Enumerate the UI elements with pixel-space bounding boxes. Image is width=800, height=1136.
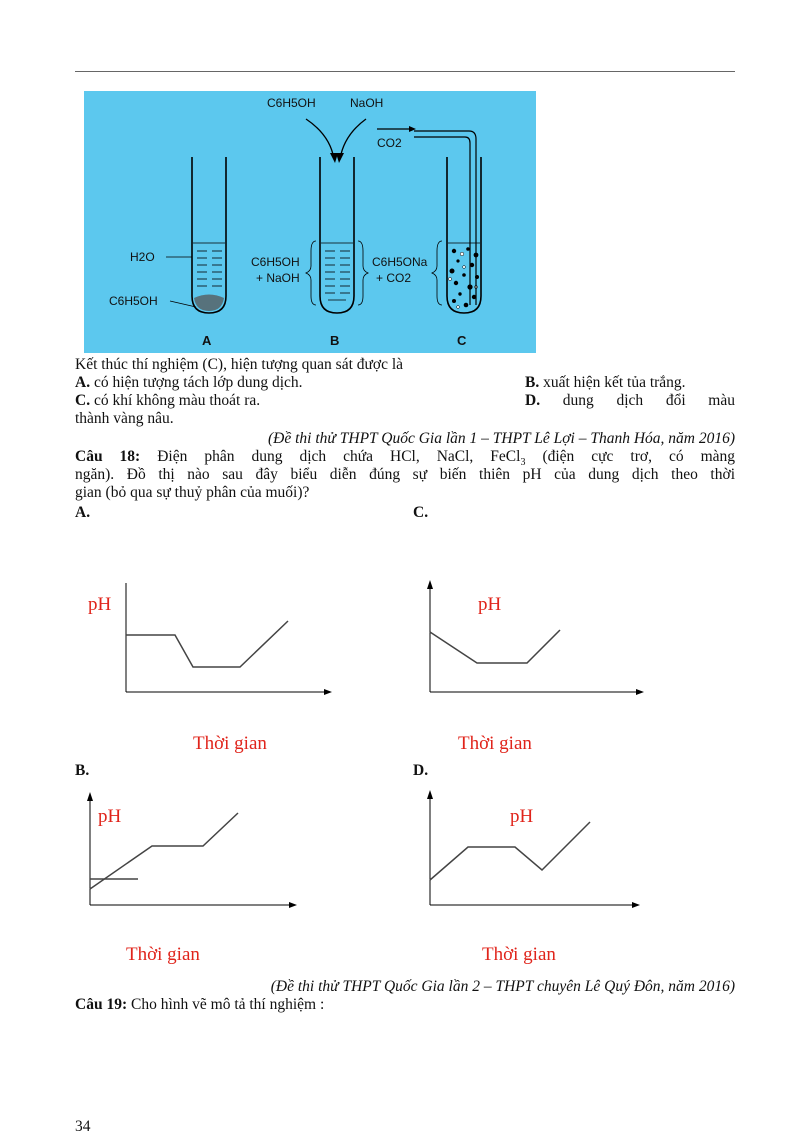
graph-b-x-label: Thời gian (126, 944, 200, 965)
label-b-line2: + NaOH (256, 271, 300, 285)
q19 (75, 996, 324, 1014)
label-c-line2: + CO2 (376, 271, 412, 285)
graph-d-curve (430, 822, 590, 880)
graph-d-x-label: Thời gian (482, 944, 556, 965)
graph-a (80, 575, 340, 705)
q17-option-c-text: có khí không màu thoát ra. (93, 392, 261, 409)
experiment-figure (84, 91, 536, 353)
q18-label: Câu 18: (75, 448, 141, 465)
q17-option-d[interactable] (525, 392, 735, 410)
tube-b-label: B (330, 333, 340, 348)
q17-option-d-text-1: dung dịch đổi màu (562, 392, 735, 409)
reagent-naoh-label: NaOH (350, 96, 384, 110)
graph-c (420, 575, 650, 705)
graph-d-label[interactable]: D. (413, 762, 429, 779)
gas-co2-label: CO2 (377, 136, 402, 150)
graph-c-label[interactable]: C. (413, 504, 429, 521)
label-water: H2O (130, 250, 155, 264)
graph-c-curve (430, 630, 560, 663)
q17-option-a[interactable] (75, 374, 303, 392)
q18-line1-sub: 3 (520, 457, 526, 469)
graph-a-curve (126, 621, 288, 667)
figure-background (84, 91, 536, 353)
q19-label: Câu 19: (75, 996, 128, 1013)
q17-source: (Đề thi thử THPT Quốc Gia lần 1 – THPT Lê Lợi – Thanh Hóa, năm 2016) (268, 430, 735, 447)
q17-option-d-continued: thành vàng nâu. (75, 410, 174, 427)
q17-option-c-label: C. (75, 392, 91, 409)
q18-source: (Đề thi thử THPT Quốc Gia lần 2 – THPT chuyên Lê Quý Đôn, năm 2016) (270, 978, 735, 995)
q18-line2: ngăn). Đồ thị nào sau đây biểu diễn đúng sự biến thiên pH của dung dịch theo thời (75, 466, 735, 483)
graph-d-y-label: pH (510, 806, 534, 827)
q17-option-c[interactable] (75, 392, 260, 410)
graph-b-label[interactable]: B. (75, 762, 90, 779)
q17-option-b[interactable] (525, 374, 686, 392)
q17-option-b-text: xuất hiện kết tủa trắng. (543, 374, 686, 391)
label-c-line1: C6H5ONa (372, 255, 428, 269)
tube-c-label: C (457, 333, 467, 348)
graph-b (80, 785, 310, 915)
graph-a-x-label: Thời gian (193, 733, 267, 754)
label-b-line1: C6H5OH (251, 255, 300, 269)
q17-option-d-label: D. (525, 392, 541, 409)
graph-a-label[interactable]: A. (75, 504, 91, 521)
label-phenol-layer: C6H5OH (109, 294, 158, 308)
q17-option-b-label: B. (525, 374, 540, 391)
q17-option-a-text: có hiện tượng tách lớp dung dịch. (93, 374, 303, 391)
graph-d (420, 785, 650, 915)
graph-c-y-label: pH (478, 594, 502, 615)
graph-c-x-label: Thời gian (458, 733, 532, 754)
q18-line1-a: Điện phân dung dịch chứa HCl, NaCl, FeCl (157, 448, 521, 465)
q17-stem: Kết thúc thí nghiệm (C), hiện tượng quan sát được là (75, 356, 404, 373)
graph-a-y-label: pH (88, 594, 112, 615)
q18-line3: gian (bỏ qua sự thuỷ phân của muối)? (75, 484, 310, 501)
q19-text: Cho hình vẽ mô tả thí nghiệm : (130, 996, 325, 1013)
header-rule (75, 71, 735, 72)
graph-b-y-label: pH (98, 806, 122, 827)
tube-a-label: A (202, 333, 212, 348)
page-number: 34 (75, 1118, 91, 1135)
reagent-phenol-label: C6H5OH (267, 96, 316, 110)
q18-line1-b: (điện cực trơ, có màng (525, 448, 736, 465)
q17-option-a-label: A. (75, 374, 91, 391)
